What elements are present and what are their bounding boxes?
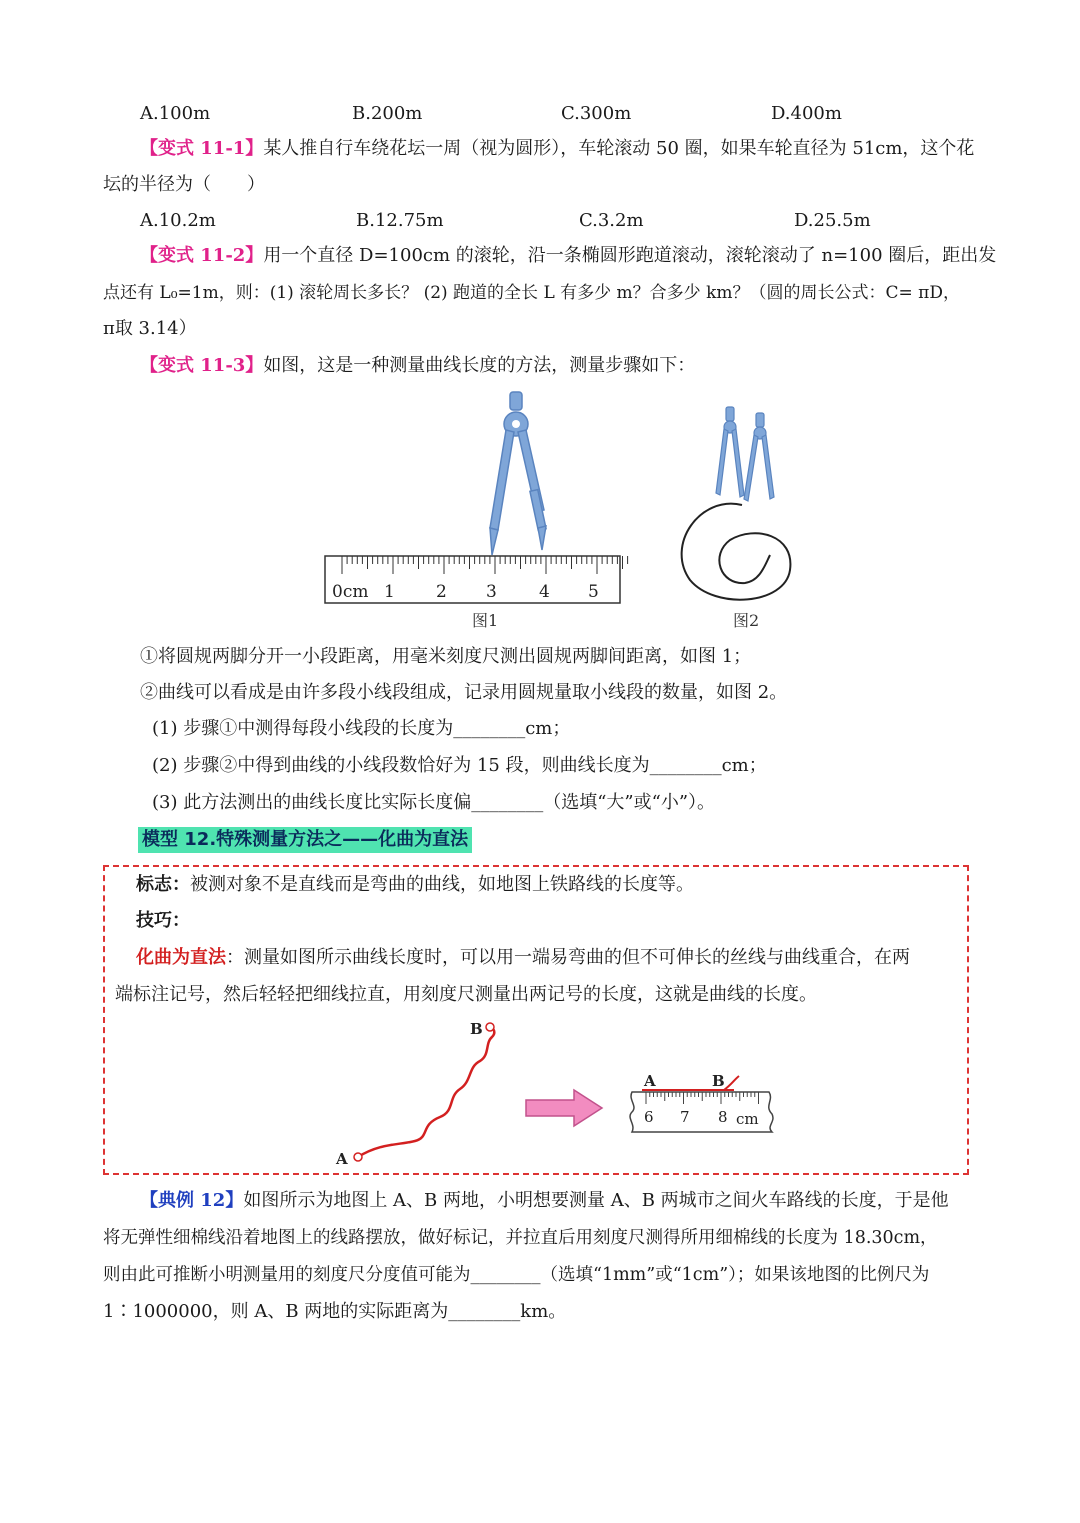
v11-1-option-a: A.10.2m — [140, 210, 216, 231]
example-12-line3: 则由此可推断小明测量用的刻度尺分度值可能为________（选填“1mm”或“1cm”）；如果该地图的比例尺为 — [103, 1265, 930, 1285]
ruler1-label-2: 2 — [436, 582, 447, 602]
ruler-point-b: B — [712, 1072, 725, 1090]
step-1: ①将圆规两脚分开一小段距离，用毫米刻度尺测出圆规两脚间距离，如图 1； — [140, 646, 752, 667]
method-line2: 端标注记号，然后轻轻把细线拉直，用刻度尺测量出两记号的长度，这就是曲线的长度。 — [115, 984, 817, 1005]
sign-line — [136, 872, 694, 898]
figure-compass-ruler — [320, 390, 630, 615]
tip-box — [103, 865, 969, 1175]
q11-option-a: A.100m — [140, 103, 211, 124]
figure-dividers-spiral — [670, 405, 800, 610]
variant-11-1-text: 某人推自行车绕花坛一周（视为圆形），车轮滚动 50 圈，如果车轮直径为 51cm，这个花 — [263, 138, 975, 159]
ruler1-label-4: 4 — [539, 582, 550, 602]
question-2: (2) 步骤②中得到曲线的小线段数恰好为 15 段，则曲线长度为________cm； — [152, 755, 767, 776]
sign-label: 标志： — [136, 874, 190, 895]
sign-text: 被测对象不是直线而是弯曲的曲线，如地图上铁路线的长度等。 — [190, 874, 694, 895]
variant-11-1-line1 — [140, 136, 974, 162]
v11-1-option-c: C.3.2m — [579, 210, 644, 231]
method-text1: ：测量如图所示曲线长度时，可以用一端易弯曲的但不可伸长的丝线与曲线重合，在两 — [226, 947, 910, 968]
v11-1-option-b: B.12.75m — [356, 210, 444, 231]
variant-11-1-tag: 【变式 11-1】 — [140, 138, 264, 159]
example-12-text: 如图所示为地图上 A、B 两地，小明想要测量 A、B 两城市之间火车路线的长度，于是他 — [243, 1190, 949, 1211]
variant-11-2-line2: 点还有 L₀=1m，则：(1) 滚轮周长多长？ (2) 跑道的全长 L 有多少 m？合多少 km？（圆的周长公式：C= πD， — [103, 283, 960, 303]
ruler2-label-cm: cm — [736, 1110, 759, 1128]
ruler2-label-8: 8 — [718, 1108, 728, 1126]
variant-11-3-tag: 【变式 11-3】 — [140, 355, 264, 376]
curve-point-a: A — [336, 1150, 348, 1168]
model-12-heading: 模型 12.特殊测量方法之——化曲为直法 — [138, 827, 472, 853]
q11-option-d: D.400m — [771, 103, 842, 124]
figure-curve — [330, 1015, 510, 1170]
ruler1-label-1: 1 — [384, 582, 395, 602]
variant-11-3-text: 如图，这是一种测量曲线长度的方法，测量步骤如下： — [263, 355, 696, 376]
ruler1-label-3: 3 — [486, 582, 497, 602]
q11-option-b: B.200m — [352, 103, 423, 124]
question-1: (1) 步骤①中测得每段小线段的长度为________cm； — [152, 718, 571, 739]
ruler-point-a: A — [644, 1072, 656, 1090]
step-2: ②曲线可以看成是由许多段小线段组成，记录用圆规量取小线段的数量，如图 2。 — [140, 682, 788, 703]
ruler2-label-7: 7 — [680, 1108, 690, 1126]
figure-1-caption: 图1 — [472, 611, 499, 630]
figure-straight-ruler — [624, 1070, 779, 1140]
ruler2-label-6: 6 — [644, 1108, 654, 1126]
arrow-icon — [524, 1088, 604, 1128]
figure-2-caption: 图2 — [733, 611, 760, 630]
example-12-tag: 【典例 12】 — [140, 1190, 244, 1211]
variant-11-2-text: 用一个直径 D=100cm 的滚轮，沿一条椭圆形跑道滚动，滚轮滚动了 n=100 圈后，距出发 — [263, 245, 997, 266]
variant-11-2-line3: π取 3.14） — [103, 318, 197, 339]
variant-11-2-tag: 【变式 11-2】 — [140, 245, 264, 266]
skill-label: 技巧： — [136, 910, 190, 931]
ruler1-label-0: 0cm — [332, 582, 369, 602]
ruler1-label-5: 5 — [588, 582, 599, 602]
question-3: (3) 此方法测出的曲线长度比实际长度偏________（选填“大”或“小”）。 — [152, 792, 716, 813]
q11-option-c: C.300m — [561, 103, 632, 124]
method-line1 — [136, 945, 910, 971]
example-12-line2: 将无弹性细棉线沿着地图上的线路摆放，做好标记，并拉直后用刻度尺测得所用细棉线的长度为 18.30cm， — [103, 1228, 938, 1248]
v11-1-option-d: D.25.5m — [794, 210, 871, 231]
example-12-line1 — [140, 1188, 949, 1214]
variant-11-2-line1 — [140, 243, 996, 269]
curve-point-b: B — [470, 1020, 483, 1038]
variant-11-3-line1 — [140, 353, 695, 379]
example-12-line4: 1∶1000000，则 A、B 两地的实际距离为________km。 — [103, 1301, 567, 1322]
variant-11-1-line2: 坛的半径为（ ） — [103, 174, 265, 195]
method-label: 化曲为直法 — [136, 947, 226, 968]
